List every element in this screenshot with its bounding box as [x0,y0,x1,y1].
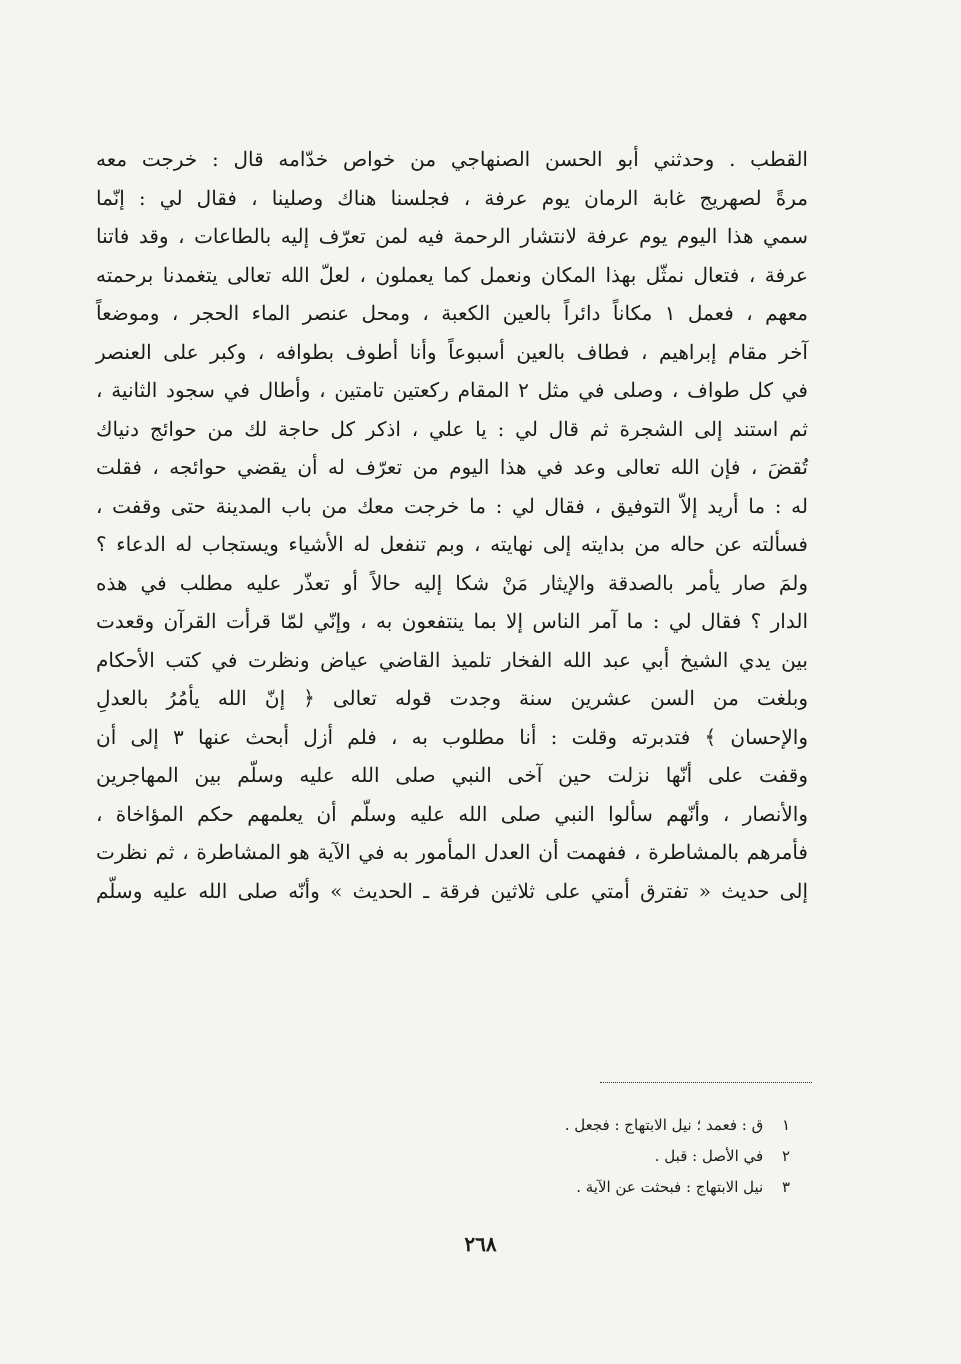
body-line: مرةً لصهريج غابة الرمان يوم عرفة ، فجلسنا هناك وصلينا ، فقال لي : إنّما [96,185,808,210]
body-line: ولمَ صار يأمر بالصدقة والإيثار مَنْ شكا إليه حالاً أو تعذّر عليه مطلب في هذه [96,570,808,595]
body-line: في كل طواف ، وصلى في مثل ٢ المقام ركعتين تامتين ، وأطال في سجود الثانية ، [96,378,808,402]
body-line: ثم استند إلى الشجرة ثم قال لي : يا علي ، اذكر كل حاجة لك من حوائج دنياك [96,416,808,441]
footnote-divider [600,1082,812,1083]
body-line: والأنصار ، وأنّهم سألوا النبي صلى الله عليه وسلّم أن يعلمهم حكم المؤاخاة ، [96,801,808,826]
body-line: آخر مقام إبراهيم ، فطاف بالعين أسبوعاً وأنا أطوف بطوافه ، وكبر على العنصر [96,339,808,364]
body-line: القطب . وحدثني أبو الحسن الصنهاجي من خواص خدّامه قال : خرجت معه [96,147,808,171]
body-line: سمي هذا اليوم يوم عرفة لانتشار الرحمة فيه لمن تعرّف إليه بالطاعات ، وقد فاتنا [96,224,808,248]
footnote-text: نيل الابتهاج : فبحثت عن الآية . [576,1178,764,1196]
body-line: معهم ، فعمل ١ مكاناً دائراً بالعين الكعبة ، ومحل عنصر الماء الحجر ، وموضعاً [96,301,808,325]
footnote-text: في الأصل : قبل . [654,1147,764,1165]
body-line: عرفة ، فتعال نمثّل بهذا المكان ونعمل كما يعملون ، لعلّ الله تعالى يتغمدنا برحمته [96,262,808,287]
body-line: فأمرهم بالمشاطرة ، ففهمت أن العدل المأمور به في الآية هو المشاطرة ، ثم نظرت [96,840,808,864]
footnote-number: ١ [781,1116,790,1134]
body-line: تُقضَ ، فإن الله تعالى وعد في هذا اليوم من تعرّف له أن يقضي حوائجه ، فقلت [96,455,808,479]
body-line: الدار ؟ فقال لي : ما آمر الناس إلا بما ينتفعون به ، وإنّي لمّا قرأت القرآن وقعدت [96,609,808,633]
footnote-item [400,1141,790,1172]
footnote-number: ٣ [781,1178,790,1196]
footnote-number: ٢ [781,1147,790,1165]
body-line: إلى حديث « تفترق أمتي على ثلاثين فرقة ـ الحديث » وأنّه صلى الله عليه وسلّم [96,878,808,903]
body-text [96,140,808,910]
footnote-item [400,1172,790,1203]
body-line: وبلغت من السن عشرين سنة وجدت قوله تعالى ﴿ إنّ الله يأمُرُ بالعدلِ [96,686,808,710]
body-line: والإحسان ﴾ فتدبرته وقلت : أنا مطلوب به ، فلم أزل أبحث عنها ٣ إلى أن [96,724,808,749]
footnote-text: ق : فعمد ؛ نيل الابتهاج : فجعل . [564,1116,764,1134]
body-line: وقفت على أنّها نزلت حين آخى النبي صلى الله عليه وسلّم بين المهاجرين [96,763,808,787]
footnotes [400,1110,790,1203]
footnote-item [400,1110,790,1141]
body-line: بين يدي الشيخ أبي عبد الله الفخار تلميذ القاضي عياض ونظرت في كتب الأحكام [96,647,808,672]
body-line: له : ما أريد إلاّ التوفيق ، فقال لي : ما خرجت معك من باب المدينة حتى وقفت ، [96,493,808,518]
page-number: ٢٦٨ [464,1232,497,1256]
body-line: فسألته عن حاله من بدايته إلى نهايته ، وبم تنفعل له الأشياء ويستجاب له الدعاء ؟ [96,532,808,556]
